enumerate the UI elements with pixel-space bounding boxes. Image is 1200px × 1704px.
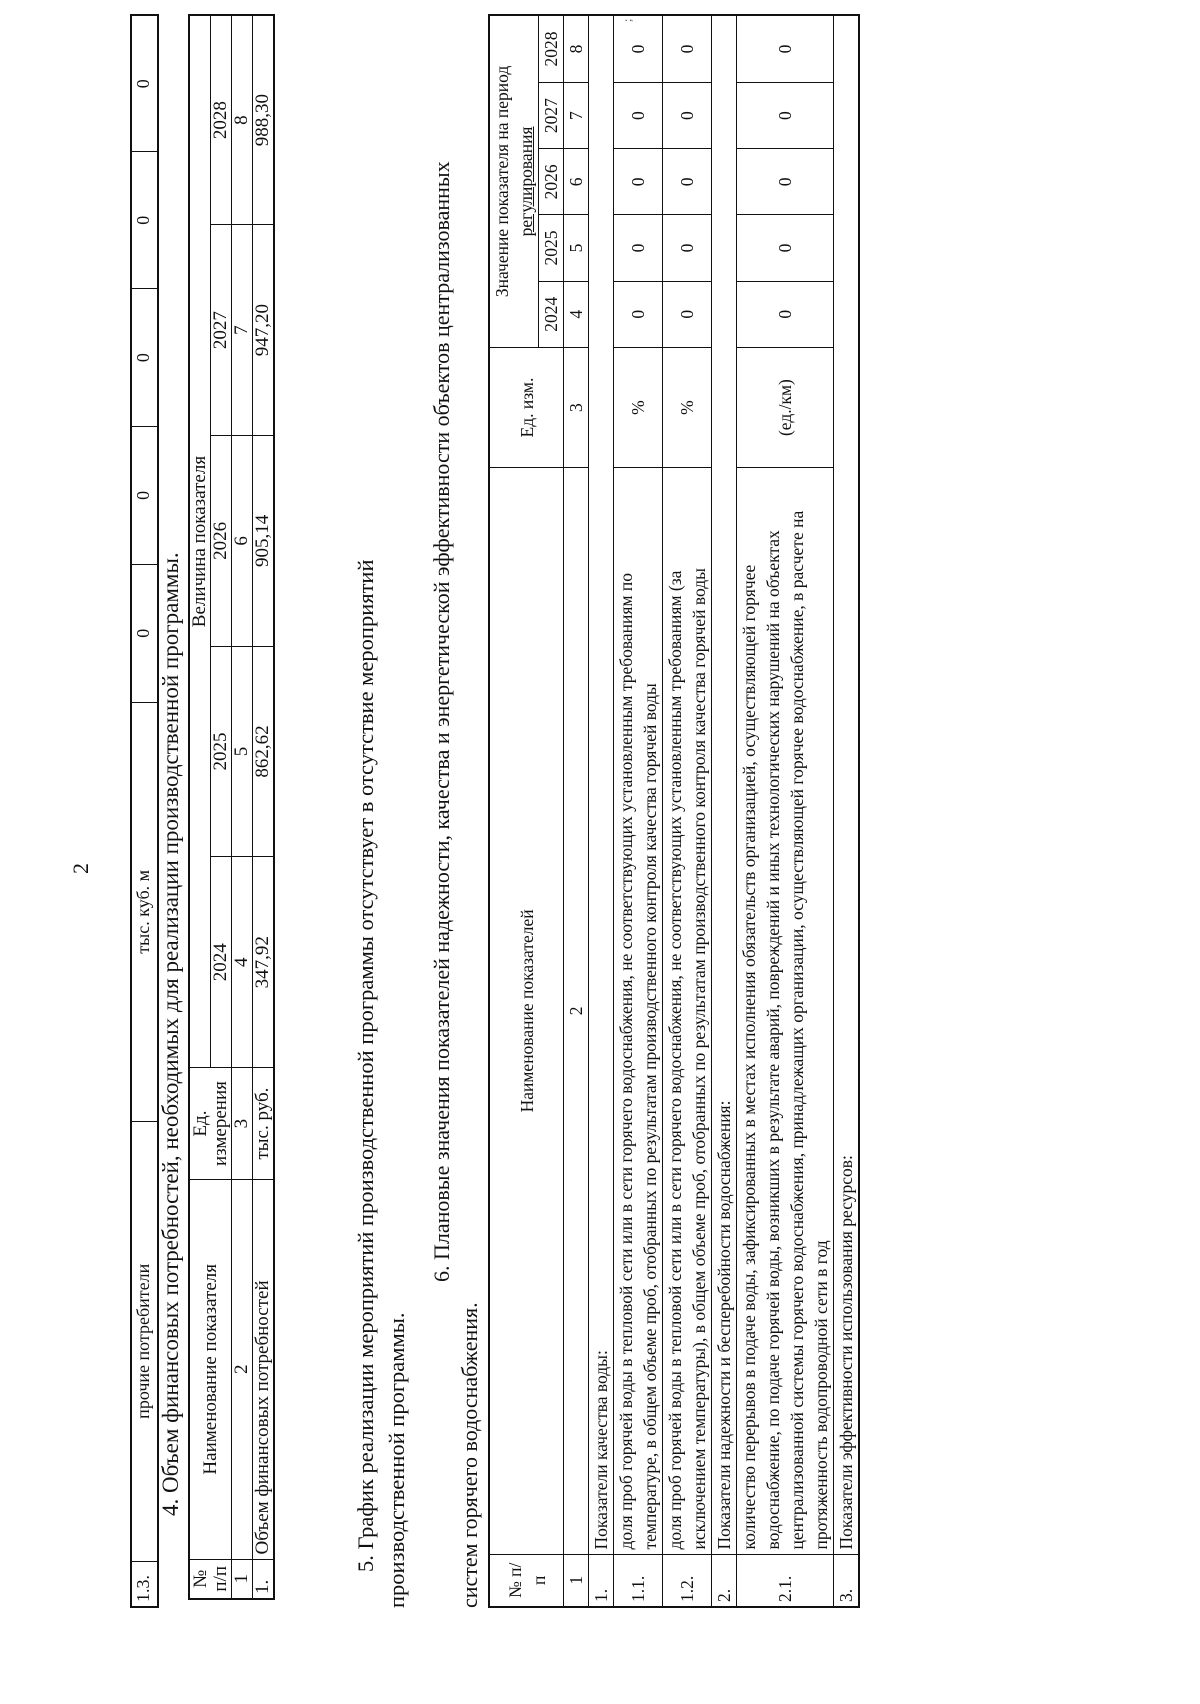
index-cell: 5 (564, 215, 589, 281)
index-row (232, 15, 253, 1599)
col-unit-header: Ед. изм. (489, 347, 564, 467)
value-cell: 988,30 (253, 15, 275, 225)
value-cell: 0 (131, 15, 158, 152)
value-cell: 0 (737, 149, 834, 215)
year-header: 2028 (211, 15, 232, 225)
col-group-header (489, 15, 539, 347)
year-header: 2025 (539, 215, 564, 281)
value-cell: 0 (131, 289, 158, 427)
year-header: 2024 (211, 857, 232, 1068)
value-cell: 0 (131, 152, 158, 289)
row-number: 1. (589, 1554, 614, 1607)
section-6-line-2: систем горячего водоснабжения. (457, 1302, 482, 1608)
table-header-row (489, 15, 539, 1607)
col-group-line-1: Значение показателя на период (492, 65, 512, 298)
index-cell: 8 (564, 15, 589, 83)
indicators-table (488, 14, 860, 1608)
index-cell: 2 (232, 1180, 253, 1560)
section-header-row (589, 15, 614, 1607)
section-5-line-1: 5. График реализации мероприятий производственной программы отсутствует в отсутствие мероприятий (353, 559, 378, 1572)
section-5-line-2: производственной программы. (384, 1312, 409, 1608)
row-number: 1. (253, 1559, 275, 1599)
section-6-line-1: 6. Плановые значения показателей надежности, качества и энергетической эффективности объектов централизованных (429, 161, 454, 1282)
row-unit: (ед./км) (737, 347, 834, 467)
value-cell: 947,20 (253, 225, 275, 436)
value-cell: 0 (737, 15, 834, 83)
index-cell: 3 (232, 1068, 253, 1180)
table-row (253, 15, 275, 1599)
value-cell: 0 (614, 215, 663, 281)
index-cell: 1 (232, 1559, 253, 1599)
row-unit: тыс. руб. (253, 1068, 275, 1180)
value-cell: 347,92 (253, 857, 275, 1068)
index-cell: 4 (232, 857, 253, 1068)
col-group-header: Величина показателя (189, 15, 211, 1068)
row-number: 1.1. (614, 1554, 663, 1607)
index-cell: 7 (564, 83, 589, 149)
value-cell: 0 (737, 215, 834, 281)
value-cell: 0 (663, 83, 712, 149)
value-cell: 0 (737, 281, 834, 347)
previous-table-fragment (130, 14, 159, 1608)
col-unit-header: Ед. измерения (189, 1068, 232, 1180)
value-cell: 862,62 (253, 646, 275, 857)
year-header: 2028 (539, 15, 564, 83)
row-name: прочие потребители (131, 1122, 158, 1561)
value-cell: 0 (663, 281, 712, 347)
section-header-row (712, 15, 737, 1607)
col-num-header: № п/п (189, 1559, 232, 1599)
table-row (737, 15, 834, 1607)
value-cell: 0 (131, 426, 158, 564)
table-row (614, 15, 663, 1607)
value-cell: 0 (663, 215, 712, 281)
value-cell: 0 (614, 15, 663, 83)
row-number: 1.2. (663, 1554, 712, 1607)
value-cell: 0 (614, 83, 663, 149)
financial-needs-table (188, 14, 275, 1600)
table-row (663, 15, 712, 1607)
index-cell: 3 (564, 347, 589, 467)
index-cell: 6 (232, 435, 253, 646)
section-6-heading (428, 14, 484, 1608)
table-row (131, 15, 158, 1607)
section-4-heading: 4. Объем финансовых потребностей, необходимых для реализации производственной программы. (158, 552, 183, 1516)
row-number: 3. (834, 1554, 860, 1607)
year-header: 2026 (211, 435, 232, 646)
index-cell: 5 (232, 646, 253, 857)
section-header-row (834, 15, 860, 1607)
year-header: 2027 (539, 83, 564, 149)
year-header: 2024 (539, 281, 564, 347)
col-num-header: № п/п (489, 1554, 564, 1607)
col-name-header: Наименование показателей (489, 468, 564, 1554)
index-cell: 7 (232, 225, 253, 436)
value-cell: 0 (663, 149, 712, 215)
index-row (564, 15, 589, 1607)
value-cell: 0 (131, 564, 158, 702)
value-cell: 0 (614, 149, 663, 215)
table-header-row (189, 15, 211, 1599)
index-cell: 2 (564, 468, 589, 1554)
row-name: Объем финансовых потребностей (253, 1180, 275, 1560)
col-group-line-2: регулирования (516, 126, 536, 237)
row-name: количество перерывов в подаче воды, зафиксированных в местах исполнения обязательств организацией, осуществляющей горячее водоснабжение, по подаче горячей воды, возникших в результате аварий, повреждений и иных технологических нарушений на объектах централизованной системы горячего водоснабжения, принадлежащих организации, осуществляющей горячее водоснабжение, в расчете на протяженность водопроводной сети в год (737, 468, 834, 1554)
row-name: доля проб горячей воды в тепловой сети или в сети горячего водоснабжения, не соответствующих установленным требованиям по температуре, в общем объеме проб, отобранных по результатам производственного контроля качества горячей воды (614, 468, 663, 1554)
section-5-paragraph (350, 14, 412, 1608)
page-number: 2 (68, 863, 93, 874)
value-cell: 0 (614, 281, 663, 347)
row-number: 2.1. (737, 1554, 834, 1607)
index-cell: 8 (232, 15, 253, 225)
section-header-text: Показатели эффективности использования ресурсов: (834, 15, 860, 1554)
index-cell: 4 (564, 281, 589, 347)
row-name: доля проб горячей воды в тепловой сети или в сети горячего водоснабжения, не соответствующих установленным требованиям (за исключением температуры), в общем объеме проб, отобранных по результатам производственного контроля качества горячей воды (663, 468, 712, 1554)
value-cell: 0 (663, 15, 712, 83)
year-header: 2026 (539, 149, 564, 215)
value-cell: 0 (737, 83, 834, 149)
section-header-text: Показатели надежности и бесперебойности водоснабжения: (712, 15, 737, 1554)
col-name-header: Наименование показателя (189, 1180, 232, 1560)
row-unit: тыс. куб. м (131, 702, 158, 1121)
index-cell: 6 (564, 149, 589, 215)
row-unit: % (614, 347, 663, 467)
section-header-text: Показатели качества воды: (589, 15, 614, 1554)
row-number: 1.3. (131, 1561, 158, 1607)
stray-mark: ; (620, 18, 634, 22)
year-header: 2025 (211, 646, 232, 857)
value-cell: 905,14 (253, 435, 275, 646)
year-header: 2027 (211, 225, 232, 436)
row-number: 2. (712, 1554, 737, 1607)
row-unit: % (663, 347, 712, 467)
index-cell: 1 (564, 1554, 589, 1607)
